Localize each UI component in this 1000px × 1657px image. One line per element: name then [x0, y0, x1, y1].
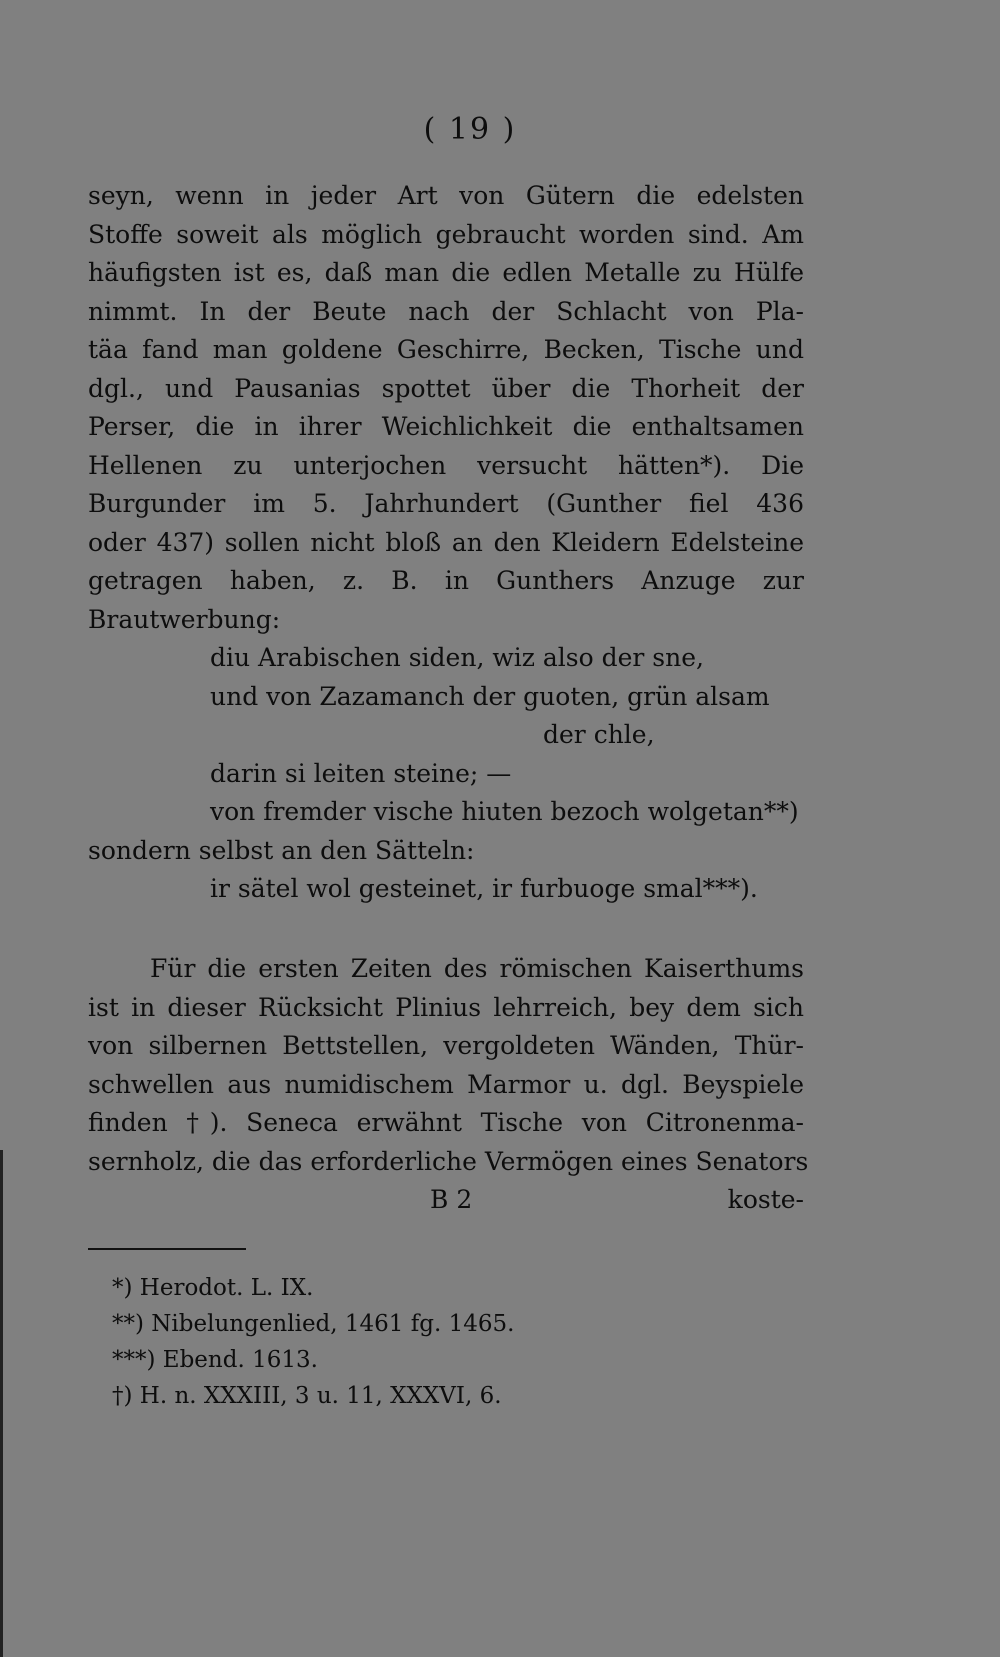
text-line: dgl., und Pausanias spottet über die Thorheit der: [88, 373, 804, 403]
text-line: schwellen aus numidischem Marmor u. dgl. Beyspiele: [88, 1069, 804, 1099]
catchword: koste-: [727, 1185, 804, 1214]
verse-line: darin si leiten steine; —: [210, 758, 512, 788]
verse-line: diu Arabischen siden, wiz also der sne,: [210, 643, 704, 672]
text-line: getragen haben, z. B. in Gunthers Anzuge zur: [88, 566, 804, 595]
footnote: ***) Ebend. 1613.: [112, 1347, 318, 1373]
text-line: täa fand man goldene Geschirre, Becken, Tische und: [88, 335, 804, 364]
page-number: ( 19 ): [423, 112, 517, 147]
footnote: *) Herodot. L. IX.: [112, 1275, 314, 1301]
text-line: häufigsten ist es, daß man die edlen Metalle zu Hülfe: [88, 258, 804, 287]
text-line: Für die ersten Zeiten des römischen Kaiserthums: [150, 954, 804, 983]
text-line: Burgunder im 5. Jahrhundert (Gunther fiel 436: [88, 489, 804, 518]
text-line: sernholz, die das erforderliche Vermögen eines Senators: [88, 1146, 809, 1176]
verse-line: ir sätel wol gesteinet, ir furbuoge smal***).: [210, 874, 758, 903]
footnote: †) H. n. XXXIII, 3 u. 11, XXXVI, 6.: [112, 1383, 502, 1409]
text-line: ist in dieser Rücksicht Plinius lehrreich, bey dem sich: [88, 992, 804, 1022]
main-text-block: [88, 177, 804, 909]
verse-continuation: der chle,: [543, 720, 655, 749]
signature-row: [88, 1181, 804, 1220]
second-paragraph: [88, 950, 809, 1220]
text-line: Hellenen zu unterjochen versucht hätten*). Die: [88, 450, 804, 480]
text-line: Perser, die in ihrer Weichlichkeit die enthaltsamen: [88, 412, 804, 441]
footnote-rule: [88, 1248, 246, 1250]
scan-edge-line: [0, 1150, 3, 1657]
text-line: finden †). Seneca erwähnt Tische von Citronenma-: [88, 1108, 804, 1137]
text-line: sondern selbst an den Sätteln:: [88, 835, 475, 865]
text-line: oder 437) sollen nicht bloß an den Kleidern Edelsteine: [88, 527, 804, 557]
verse-line: von fremder vische hiuten bezoch wolgetan**): [210, 797, 799, 826]
signature-mark: B 2: [430, 1185, 473, 1214]
text-line: von silbernen Bettstellen, vergoldeten Wänden, Thür-: [88, 1031, 804, 1060]
footnote: **) Nibelungenlied, 1461 fg. 1465.: [112, 1311, 515, 1337]
text-line: seyn, wenn in jeder Art von Gütern die edelsten: [88, 181, 804, 210]
text-line: Brautwerbung:: [88, 604, 281, 634]
text-line: nimmt. In der Beute nach der Schlacht von Pla-: [88, 296, 804, 326]
verse-line: und von Zazamanch der guoten, grün alsam: [210, 681, 770, 711]
footnotes: [112, 1270, 514, 1414]
text-line: Stoffe soweit als möglich gebraucht worden sind. Am: [88, 219, 804, 249]
